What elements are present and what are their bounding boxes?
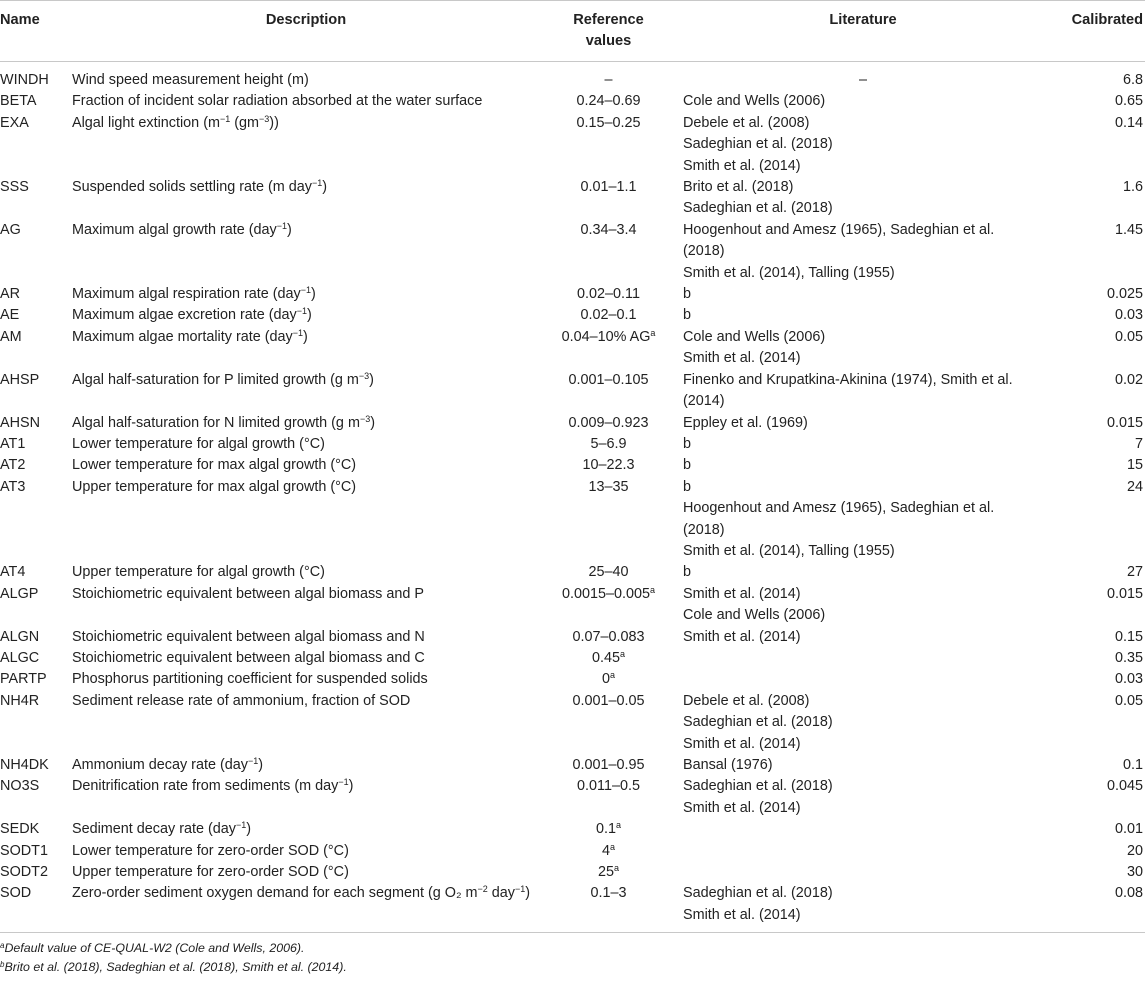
param-description: Stoichiometric equivalent between algal biomass and P bbox=[72, 585, 424, 602]
param-name: AE bbox=[0, 307, 20, 324]
desc-text: ) bbox=[525, 885, 531, 902]
desc-text: ) bbox=[322, 179, 328, 196]
desc-text: ) bbox=[246, 821, 252, 838]
literature-line: b bbox=[683, 564, 692, 581]
param-description: Upper temperature for zero-order SOD (°C) bbox=[72, 864, 349, 881]
table-row bbox=[0, 776, 1145, 819]
literature-cell bbox=[677, 370, 1049, 413]
reference-value bbox=[540, 776, 677, 819]
table-row bbox=[0, 177, 1145, 220]
desc-exponent: −1 bbox=[235, 820, 247, 831]
calibrated-value: 0.03 bbox=[1114, 307, 1143, 324]
table-row bbox=[0, 91, 1145, 112]
header-reference-line1: Reference bbox=[573, 12, 644, 28]
param-description bbox=[72, 113, 540, 177]
calibrated-value: 0.01 bbox=[1114, 821, 1143, 838]
reference-text: 0.34–3.4 bbox=[580, 221, 637, 238]
literature-cell bbox=[677, 477, 1049, 563]
literature-line: (2014) bbox=[683, 393, 725, 410]
desc-text: Maximum algae excretion rate (day bbox=[72, 307, 297, 324]
desc-text: Ammonium decay rate (day bbox=[72, 757, 248, 773]
desc-text: ) bbox=[370, 414, 375, 431]
calibrated-value: 30 bbox=[1126, 864, 1143, 881]
reference-text: 0.04–10% AG bbox=[561, 328, 651, 345]
calibrated-value: 0.65 bbox=[1114, 93, 1143, 110]
literature-cell bbox=[677, 177, 1049, 220]
calibrated-value: 1.45 bbox=[1114, 221, 1143, 238]
literature-line: Smith et al. (2014) bbox=[683, 585, 801, 602]
desc-exponent: −1 bbox=[247, 756, 259, 766]
reference-text: 0 bbox=[601, 671, 610, 688]
desc-text: ) bbox=[303, 328, 308, 345]
literature-cell bbox=[677, 691, 1049, 755]
param-description: Sediment release rate of ammonium, fraction of SOD bbox=[72, 692, 411, 709]
literature-cell bbox=[677, 627, 1049, 648]
calibrated-value: 0.08 bbox=[1049, 883, 1145, 932]
calibrated-value: 20 bbox=[1126, 842, 1143, 859]
desc-text: Denitrification rate from sediments (m day bbox=[72, 778, 339, 795]
literature-line: – bbox=[858, 72, 867, 88]
param-name: EXA bbox=[0, 114, 29, 131]
param-name: WINDH bbox=[0, 72, 49, 88]
param-name: AR bbox=[0, 286, 20, 303]
desc-exponent: −1 bbox=[300, 285, 312, 296]
reference-text: 25 bbox=[597, 864, 614, 881]
reference-text: 0.01–1.1 bbox=[580, 179, 637, 196]
literature-line: Debele et al. (2008) bbox=[683, 692, 810, 709]
literature-cell bbox=[677, 455, 1049, 476]
reference-value bbox=[540, 113, 677, 177]
desc-text: Sediment decay rate (day bbox=[72, 821, 236, 838]
param-name: AHSN bbox=[0, 414, 40, 431]
desc-exponent: −1 bbox=[296, 306, 308, 317]
header-reference-line2: values bbox=[585, 33, 632, 49]
reference-value bbox=[540, 562, 677, 583]
literature-line: Brito et al. (2018) bbox=[683, 179, 794, 196]
desc-text: )) bbox=[269, 114, 279, 131]
literature-cell bbox=[677, 113, 1049, 177]
reference-value bbox=[540, 455, 677, 476]
desc-exponent: −1 bbox=[219, 113, 231, 124]
reference-value bbox=[540, 91, 677, 112]
reference-value bbox=[540, 862, 677, 883]
table-row bbox=[0, 584, 1145, 627]
literature-line: Sadeghian et al. (2018) bbox=[683, 136, 833, 153]
param-description bbox=[72, 370, 540, 413]
literature-cell bbox=[677, 862, 1049, 883]
table-row bbox=[0, 305, 1145, 326]
reference-text: 4 bbox=[601, 842, 610, 859]
calibrated-value: 0.025 bbox=[1106, 286, 1143, 303]
param-description bbox=[72, 883, 540, 932]
desc-text: ) bbox=[258, 757, 264, 773]
reference-text: 0.001–0.105 bbox=[568, 371, 649, 388]
param-name: AT4 bbox=[0, 564, 26, 581]
literature-cell bbox=[677, 648, 1049, 669]
param-name: PARTP bbox=[0, 671, 47, 688]
calibrated-value: 0.14 bbox=[1114, 114, 1143, 131]
table-row bbox=[0, 477, 1145, 563]
table-row bbox=[0, 819, 1145, 840]
literature-line: Smith et al. (2014) bbox=[683, 906, 801, 923]
desc-text: Zero-order sediment oxygen demand for each segment (g O₂ m bbox=[72, 885, 478, 902]
param-name: NH4DK bbox=[0, 757, 49, 773]
reference-text: 25–40 bbox=[588, 564, 629, 581]
literature-cell bbox=[677, 220, 1049, 284]
calibrated-value: 0.015 bbox=[1106, 414, 1143, 431]
literature-cell bbox=[677, 841, 1049, 862]
calibrated-value: 0.1 bbox=[1122, 757, 1143, 773]
literature-cell bbox=[677, 91, 1049, 112]
calibrated-value: 0.05 bbox=[1114, 692, 1143, 709]
desc-exponent: −3 bbox=[358, 370, 370, 381]
literature-cell bbox=[677, 584, 1049, 627]
reference-text: 0.009–0.923 bbox=[568, 414, 649, 431]
reference-text: – bbox=[604, 72, 613, 88]
literature-line: Eppley et al. (1969) bbox=[683, 414, 808, 431]
desc-text: Algal half-saturation for N limited growth (g m bbox=[72, 414, 360, 431]
table-row bbox=[0, 62, 1145, 92]
param-name: AM bbox=[0, 328, 22, 345]
literature-line: Cole and Wells (2006) bbox=[683, 607, 826, 624]
table-row bbox=[0, 648, 1145, 669]
literature-cell bbox=[677, 62, 1049, 92]
param-name: AT2 bbox=[0, 457, 26, 474]
reference-text: 0.1 bbox=[595, 821, 616, 838]
literature-line: Smith et al. (2014) bbox=[683, 735, 801, 752]
desc-text: Algal light extinction (m bbox=[72, 114, 220, 131]
desc-exponent: −3 bbox=[359, 413, 371, 424]
reference-value bbox=[540, 434, 677, 455]
reference-text: 0.07–0.083 bbox=[572, 628, 645, 645]
param-name: AHSP bbox=[0, 371, 40, 388]
reference-value bbox=[540, 477, 677, 563]
literature-line: (2018) bbox=[683, 243, 725, 260]
table-row bbox=[0, 627, 1145, 648]
literature-line: Smith et al. (2014) bbox=[683, 628, 801, 645]
reference-value bbox=[540, 284, 677, 305]
literature-cell bbox=[677, 883, 1049, 932]
table-row bbox=[0, 862, 1145, 883]
calibrated-value: 1.6 bbox=[1122, 179, 1143, 196]
param-description bbox=[72, 305, 540, 326]
table-row bbox=[0, 413, 1145, 434]
reference-text: 0.0015–0.005 bbox=[561, 585, 650, 602]
footnote-text: Brito et al. (2018), Sadeghian et al. (2018), Smith et al. (2014). bbox=[4, 960, 347, 975]
reference-text: 0.001–0.95 bbox=[572, 757, 645, 773]
desc-text: Algal half-saturation for P limited growth (g m bbox=[72, 371, 359, 388]
calibrated-value: 0.02 bbox=[1114, 371, 1143, 388]
footnote-mark: a bbox=[614, 863, 620, 874]
desc-text: Maximum algae mortality rate (day bbox=[72, 328, 293, 345]
param-description: Lower temperature for max algal growth (°C) bbox=[72, 457, 357, 474]
param-description: Phosphorus partitioning coefficient for suspended solids bbox=[72, 671, 428, 688]
param-description bbox=[72, 284, 540, 305]
header-name: Name bbox=[0, 1, 72, 62]
literature-cell bbox=[677, 776, 1049, 819]
calibrated-value: 27 bbox=[1126, 564, 1143, 581]
footnote-mark: a bbox=[620, 648, 626, 659]
literature-line: Smith et al. (2014) bbox=[683, 350, 801, 367]
reference-value bbox=[540, 584, 677, 627]
footnote-mark: a bbox=[650, 584, 656, 595]
desc-text: (gm bbox=[230, 114, 260, 131]
reference-value bbox=[540, 755, 677, 776]
param-description: Stoichiometric equivalent between algal biomass and C bbox=[72, 649, 425, 666]
reference-text: 13–35 bbox=[588, 478, 629, 495]
desc-text: ) bbox=[287, 221, 292, 238]
param-name: AG bbox=[0, 221, 21, 238]
footnote-mark: a bbox=[610, 841, 616, 852]
table-footnotes bbox=[0, 939, 1145, 977]
literature-cell bbox=[677, 327, 1049, 370]
table-row bbox=[0, 455, 1145, 476]
header-description: Description bbox=[72, 1, 540, 62]
calibrated-value: 6.8 bbox=[1122, 72, 1143, 88]
param-description bbox=[72, 819, 540, 840]
calibrated-value: 0.045 bbox=[1106, 778, 1143, 795]
reference-value bbox=[540, 220, 677, 284]
reference-value bbox=[540, 691, 677, 755]
reference-value bbox=[540, 669, 677, 690]
literature-cell bbox=[677, 669, 1049, 690]
reference-value bbox=[540, 177, 677, 220]
param-name: SODT1 bbox=[0, 842, 48, 859]
desc-text: Maximum algal growth rate (day bbox=[72, 221, 277, 238]
literature-line: Sadeghian et al. (2018) bbox=[683, 885, 833, 902]
table-row bbox=[0, 841, 1145, 862]
table-body bbox=[0, 62, 1145, 933]
reference-value bbox=[540, 883, 677, 932]
reference-value bbox=[540, 305, 677, 326]
table-row bbox=[0, 434, 1145, 455]
param-description bbox=[72, 327, 540, 370]
reference-value bbox=[540, 327, 677, 370]
calibrated-value: 0.35 bbox=[1114, 649, 1143, 666]
calibrated-value: 15 bbox=[1126, 457, 1143, 474]
param-name: SEDK bbox=[0, 821, 40, 838]
reference-text: 0.02–0.1 bbox=[580, 307, 637, 324]
param-description bbox=[72, 220, 540, 284]
desc-text: Maximum algal respiration rate (day bbox=[72, 286, 301, 303]
calibrated-value: 0.15 bbox=[1114, 628, 1143, 645]
table-row bbox=[0, 220, 1145, 284]
footnote-mark: a bbox=[650, 327, 656, 338]
header-calibrated: Calibrated bbox=[1049, 1, 1145, 62]
literature-line: Cole and Wells (2006) bbox=[683, 328, 826, 345]
table-row bbox=[0, 755, 1145, 776]
footnote-mark: b bbox=[0, 960, 5, 970]
literature-line: Smith et al. (2014) bbox=[683, 799, 801, 816]
reference-text: 0.15–0.25 bbox=[576, 114, 641, 131]
literature-line: Debele et al. (2008) bbox=[683, 114, 810, 131]
literature-cell bbox=[677, 755, 1049, 776]
literature-line: Hoogenhout and Amesz (1965), Sadeghian et al. bbox=[683, 221, 995, 238]
param-description bbox=[72, 177, 540, 220]
desc-text: ) bbox=[311, 286, 316, 303]
reference-text: 5–6.9 bbox=[590, 435, 627, 452]
desc-exponent: −2 bbox=[477, 884, 488, 895]
reference-value bbox=[540, 370, 677, 413]
literature-line: Smith et al. (2014), Talling (1955) bbox=[683, 542, 895, 559]
param-name: SODT2 bbox=[0, 864, 48, 881]
table-row bbox=[0, 562, 1145, 583]
reference-text: 0.02–0.11 bbox=[577, 286, 640, 303]
literature-cell bbox=[677, 562, 1049, 583]
literature-line: Sadeghian et al. (2018) bbox=[683, 200, 833, 217]
desc-exponent: −1 bbox=[276, 220, 288, 231]
desc-text: ) bbox=[348, 778, 354, 795]
reference-value bbox=[540, 819, 677, 840]
literature-line: b bbox=[683, 435, 692, 452]
literature-line: (2018) bbox=[683, 521, 725, 538]
table-row bbox=[0, 327, 1145, 370]
param-name: ALGP bbox=[0, 585, 39, 602]
desc-exponent: −1 bbox=[292, 327, 303, 338]
param-name: NO3S bbox=[0, 778, 40, 795]
literature-line: b bbox=[683, 478, 692, 495]
calibrated-value: 0.015 bbox=[1106, 585, 1143, 602]
literature-line: Bansal (1976) bbox=[683, 757, 773, 773]
param-name: SSS bbox=[0, 179, 29, 196]
param-name: AT1 bbox=[0, 435, 26, 452]
param-description: Fraction of incident solar radiation absorbed at the water surface bbox=[72, 93, 483, 110]
literature-line: b bbox=[683, 457, 692, 474]
param-description: Lower temperature for algal growth (°C) bbox=[72, 435, 325, 452]
footnote-mark: a bbox=[616, 820, 622, 831]
reference-text: 0.24–0.69 bbox=[576, 93, 641, 110]
header-literature: Literature bbox=[677, 1, 1049, 62]
param-name: AT3 bbox=[0, 478, 26, 495]
table-header bbox=[0, 1, 1145, 62]
literature-cell bbox=[677, 819, 1049, 840]
literature-line: Smith et al. (2014), Talling (1955) bbox=[683, 264, 895, 281]
table-row bbox=[0, 370, 1145, 413]
desc-exponent: −1 bbox=[311, 178, 323, 189]
param-name: BETA bbox=[0, 93, 37, 110]
reference-text: 10–22.3 bbox=[582, 457, 635, 474]
desc-text: Suspended solids settling rate (m day bbox=[72, 179, 312, 196]
param-description bbox=[72, 413, 540, 434]
header-reference-values bbox=[540, 1, 677, 62]
calibrated-value: 0.05 bbox=[1114, 328, 1143, 345]
reference-value bbox=[540, 648, 677, 669]
param-description bbox=[72, 755, 540, 776]
literature-line: b bbox=[683, 307, 692, 324]
param-description: Lower temperature for zero-order SOD (°C) bbox=[72, 842, 349, 859]
footnote-b bbox=[0, 958, 1145, 977]
desc-text: ) bbox=[307, 307, 312, 324]
param-description bbox=[72, 776, 540, 819]
param-description: Wind speed measurement height (m) bbox=[72, 72, 309, 88]
literature-line: Smith et al. (2014) bbox=[683, 157, 801, 174]
param-name: NH4R bbox=[0, 692, 40, 709]
literature-cell bbox=[677, 284, 1049, 305]
literature-cell bbox=[677, 413, 1049, 434]
table-row bbox=[0, 669, 1145, 690]
desc-exponent: −1 bbox=[338, 777, 349, 788]
calibrated-value: 0.03 bbox=[1114, 671, 1143, 688]
literature-line: Hoogenhout and Amesz (1965), Sadeghian et al. bbox=[683, 500, 995, 517]
desc-exponent: −1 bbox=[515, 884, 526, 895]
param-description: Stoichiometric equivalent between algal biomass and N bbox=[72, 628, 425, 645]
table-row bbox=[0, 284, 1145, 305]
literature-cell bbox=[677, 305, 1049, 326]
param-description: Upper temperature for algal growth (°C) bbox=[72, 564, 325, 581]
reference-value bbox=[540, 62, 677, 92]
param-description: Upper temperature for max algal growth (°C) bbox=[72, 478, 357, 495]
literature-line: Cole and Wells (2006) bbox=[683, 93, 826, 110]
reference-value bbox=[540, 841, 677, 862]
footnote-mark: a bbox=[0, 941, 5, 951]
calibrated-value: 7 bbox=[1134, 435, 1143, 452]
param-name: ALGC bbox=[0, 649, 40, 666]
table-row bbox=[0, 691, 1145, 755]
table-row bbox=[0, 883, 1145, 932]
reference-text: 0.001–0.05 bbox=[572, 692, 645, 709]
literature-line: Sadeghian et al. (2018) bbox=[683, 714, 833, 731]
footnote-text: Default value of CE-QUAL-W2 (Cole and Wells, 2006). bbox=[4, 941, 305, 956]
calibrated-value: 24 bbox=[1126, 478, 1143, 495]
literature-line: b bbox=[683, 286, 692, 303]
desc-text: ) bbox=[369, 371, 374, 388]
footnote-a bbox=[0, 939, 1145, 958]
literature-line: Sadeghian et al. (2018) bbox=[683, 778, 833, 795]
param-name: SOD bbox=[0, 883, 72, 932]
literature-line: Finenko and Krupatkina-Akinina (1974), Smith et al. bbox=[683, 371, 1013, 388]
reference-text: 0.1–3 bbox=[590, 885, 627, 902]
reference-text: 0.011–0.5 bbox=[577, 778, 640, 795]
reference-text: 0.45 bbox=[591, 649, 620, 666]
reference-value bbox=[540, 413, 677, 434]
desc-text: day bbox=[487, 885, 515, 902]
table-row bbox=[0, 113, 1145, 177]
footnote-mark: a bbox=[610, 670, 616, 681]
reference-value bbox=[540, 627, 677, 648]
desc-exponent: −3 bbox=[259, 113, 270, 124]
literature-cell bbox=[677, 434, 1049, 455]
param-name: ALGN bbox=[0, 628, 40, 645]
